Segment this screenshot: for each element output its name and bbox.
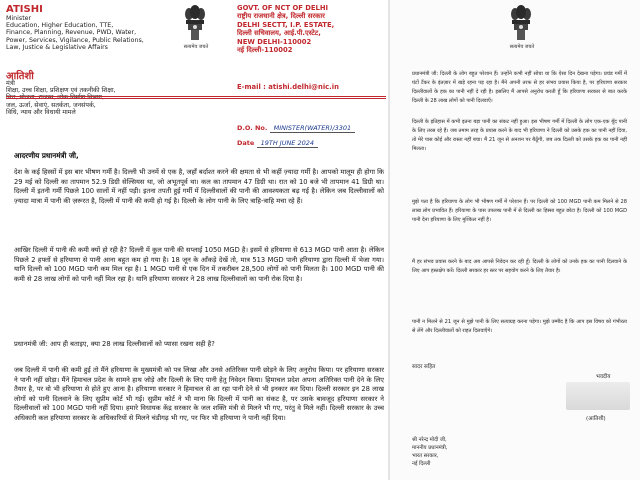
minister-name-en: ATISHI — [6, 4, 43, 15]
sign-label: भवदीय — [596, 374, 611, 380]
portfolio-line: Power, Services, Vigilance, Public Relations, — [6, 36, 144, 44]
addressee-line: नई दिल्ली — [412, 461, 431, 467]
date-value: 19TH JUNE 2024 — [257, 139, 318, 148]
address-line: DELHI SECTT, I.P. ESTATE, — [237, 20, 335, 29]
addressee-block — [412, 436, 448, 468]
do-number — [237, 124, 355, 132]
minister-name-hi: आतिशी — [6, 71, 34, 82]
body-paragraph: मैं हर संभव प्रयास करने के बाद अब आपसे निवेदन कर रही हूँ। दिल्ली के लोगों को उनके हक का पानी दिलवाने के लिए आप हस्तक्षेप करें। दिल्ली सरकार हर स्तर पर सहयोग करने के लिए तैयार है। — [412, 259, 627, 274]
body-paragraph: जब दिल्ली में पानी की कमी हुई तो मैंने हरियाणा के मुख्यमंत्री को पत्र लिखा और उनसे अतिरिक्त पानी छोड़ने के लिए अनुरोध किया। पर हरियाणा सरकार ने पानी नहीं छोड़ा। मैंने हिमाचल प्रदेश के सामने हाथ जोड़े और दिल्ली के लिए पानी हेतु निवेदन किया। हिमाचल प्रदेश अपना अतिरिक्त पानी देने के लिए तैयार है, पर वो भी हरियाणा से होते हुए आना है। हरियाणा सरकार ने हिमाचल से आ रहा पानी देने से भी इनकार कर दिया। दिल्ली सरकार इन 28 लाख लोगों को पानी दिलवाने के लिए सुप्रीम कोर्ट भी गई। सुप्रीम कोर्ट ने भी माना कि दिल्ली में पानी का संकट है, पर उसके बावजूद हरियाणा सरकार ने दिल्लीवालों को 100 MGD पानी नहीं दिया। हमारे विधायक केंद्र सरकार के जल शक्ति मंत्री से मिलने भी गए, परंतु वे मिले नहीं। दिल्ली सरकार के उच्च अधिकारी कल हरियाणा सरकार के अधिकारियों से मिलने चंडीगढ़ भी गए, पर फिर भी हरियाणा ने पानी नहीं दिया। — [14, 366, 384, 422]
addressee-line: श्री नरेन्द्र मोदी जी, — [412, 437, 447, 443]
portfolio-line: विधि, न्याय और विधायी मामले — [6, 108, 76, 116]
portfolio-line: Education, Higher Education, TTE, — [6, 22, 114, 30]
do-label: D.O. No. — [237, 124, 268, 132]
emblem-caption: सत्यमेव जयते — [183, 44, 209, 50]
address-line: नई दिल्ली-110002 — [237, 46, 293, 55]
do-value: MINISTER(WATER)/3301 — [270, 124, 356, 133]
portfolio-line: जल, ऊर्जा, सेवाएं, सतर्कता, जनसंपर्क, — [6, 101, 96, 109]
body-paragraph: आखिर दिल्ली में पानी की कमी क्यों हो रही है? दिल्ली में कुल पानी की सप्लाई 1050 MGD है। इसमें से हरियाणा से 613 MGD पानी आता है। लेकिन पिछले 2 हफ्तों से हरियाणा से पानी आना बहुत कम हो गया है। 18 जून के आँकड़े देखें तो, मात्र 513 MGD पानी हरियाणा द्वारा दिल्ली में भेजा गया। यानि दिल्ली को 100 MGD पानी कम मिल रहा है। 1 MGD पानी से एक दिन में तकरीबन 28,500 लोगों को पानी मिलता है। 100 MGD पानी की कमी से 28 लाख लोगों को पानी नहीं मिल रहा है। यानि हरियाणा सरकार ने 28 लाख दिल्लीवालों का पानी रोक दिया है। — [14, 246, 384, 283]
divider — [6, 98, 386, 99]
body-paragraph: देश के कई हिस्सों में इस बार भीषण गर्मी है। दिल्ली भी उनमें से एक है, जहाँ बर्दाश्त करने की क्षमता से भी कहीं ज़्यादा गर्मी है। आपको मालूम ही होगा कि 29 मई को दिल्ली का तापमान 52.9 डिग्री सेल्सियस था, जो अभूतपूर्व था। कल का तापमान 47 डिग्री था। रात को 10 बजे भी तापमान 41 डिग्री था। दिल्ली में इतनी गर्मी पिछले 100 सालों में नहीं पड़ी। इतना तपती हुई गर्मी में दिल्लीवालों की पानी की आवश्यकता बढ़ गई है। लेकिन जब दिल्लीवालों को ज़्यादा मात्रा में पानी की ज़रूरत है, दिल्ली में पानी की कमी हो गई है। दिल्ली के लोग पानी के लिए त्राहि-त्राहि मचा रहे हैं। — [14, 168, 384, 205]
body-paragraph: प्रधानमंत्री जी: आप ही बताइए, क्या 28 लाख दिल्लीवालों को प्यासा रखना सही है? — [14, 340, 215, 348]
portfolio-line: Law, Justice & Legislative Affairs — [6, 43, 108, 51]
portfolio-line: Minister — [6, 15, 32, 22]
body-paragraph: मुझे पता है कि हरियाणा के लोग भी भीषण गर्मी में परेशान हैं। पर दिल्ली को 100 MGD पानी कम मिलने से 28 लाख लोग प्रभावित हैं। हरियाणा के पास उपलब्ध पानी में से दिल्ली का हिस्सा बहुत छोटा है। दिल्ली को 100 MGD पानी देना हरियाणा के लिए मुश्किल नहीं है। — [412, 199, 627, 223]
date-label: Date — [237, 139, 255, 147]
letter-date — [237, 139, 318, 147]
divider — [6, 96, 386, 97]
salutation: आदरणीय प्रधानमंत्री जी, — [14, 151, 79, 160]
body-paragraph: पानी न मिलने से 21 जून से मुझे पानी के लिए सत्याग्रह करना पड़ेगा। मुझे उम्मीद है कि आप इस विषय को गंभीरता से लेंगे और दिल्लीवालों को राहत दिलवाएँगे। — [412, 319, 627, 334]
portfolio-line: Finance, Planning, Revenue, PWD, Water, — [6, 29, 137, 37]
body-paragraph: दिल्ली के इतिहास में कभी इतना बड़ा पानी का संकट नहीं हुआ। इस भीषण गर्मी में दिल्ली के लोग एक-एक बूँद पानी के लिए तरस रहे हैं। जब तमाम तरह के प्रयास करने के बाद भी हरियाणा ने दिल्ली को उसके हक का पानी नहीं दिया, तो मेरे पास कोई और रास्ता नहीं बचा। मैं 21 जून से अनशन पर बैठूँगी, जब तक दिल्ली को उसके हक का पानी नहीं मिलता। — [412, 119, 627, 152]
state-emblem-icon — [508, 2, 534, 46]
address-line: GOVT. OF NCT OF DELHI — [237, 4, 329, 12]
address-line: NEW DELHI-110002 — [237, 37, 312, 46]
address-line: राष्ट्रीय राजधानी क्षेत्र, दिल्ली सरकार — [237, 12, 325, 21]
addressee-line: माननीय प्रधानमंत्री, — [412, 445, 448, 451]
portfolio-en — [6, 15, 176, 51]
address-line: दिल्ली सचिवालय, आई.पी.एस्टेट, — [237, 29, 321, 38]
portfolio-line: मंत्री — [6, 80, 15, 87]
signatory-name: (आतिशी) — [586, 416, 606, 422]
govt-address — [237, 4, 387, 54]
state-emblem-icon — [182, 2, 208, 46]
portfolio-line: शिक्षा, उच्च शिक्षा, प्रशिक्षण एवं तकनीकी शिक्षा, — [6, 87, 116, 95]
email-line: E-mail : atishi.delhi@nic.in — [237, 83, 339, 91]
addressee-line: भारत सरकार, — [412, 453, 439, 459]
closing: सादर सहित — [412, 364, 436, 370]
emblem-caption: सत्यमेव जयते — [509, 44, 535, 50]
signature-redacted — [566, 382, 630, 410]
body-paragraph: प्रधानमंत्री जी: दिल्ली के लोग बहुत परेशान हैं। उन्होंने कभी नहीं सोचा था कि ऐसा दिन देखना पड़ेगा। प्रचंड गर्मी में घंटों टैंकर के इंतज़ार में खड़े रहना पड़ रहा है। मैंने अपनी तरफ से हर संभव प्रयास किया है, पर हरियाणा सरकार दिल्लीवालों के हक का पानी नहीं दे रही है। इसलिए मैं आपसे अनुरोध करती हूँ कि हरियाणा सरकार से बात करके दिल्ली के 28 लाख लोगों को पानी दिलवाएँ। — [412, 71, 627, 104]
